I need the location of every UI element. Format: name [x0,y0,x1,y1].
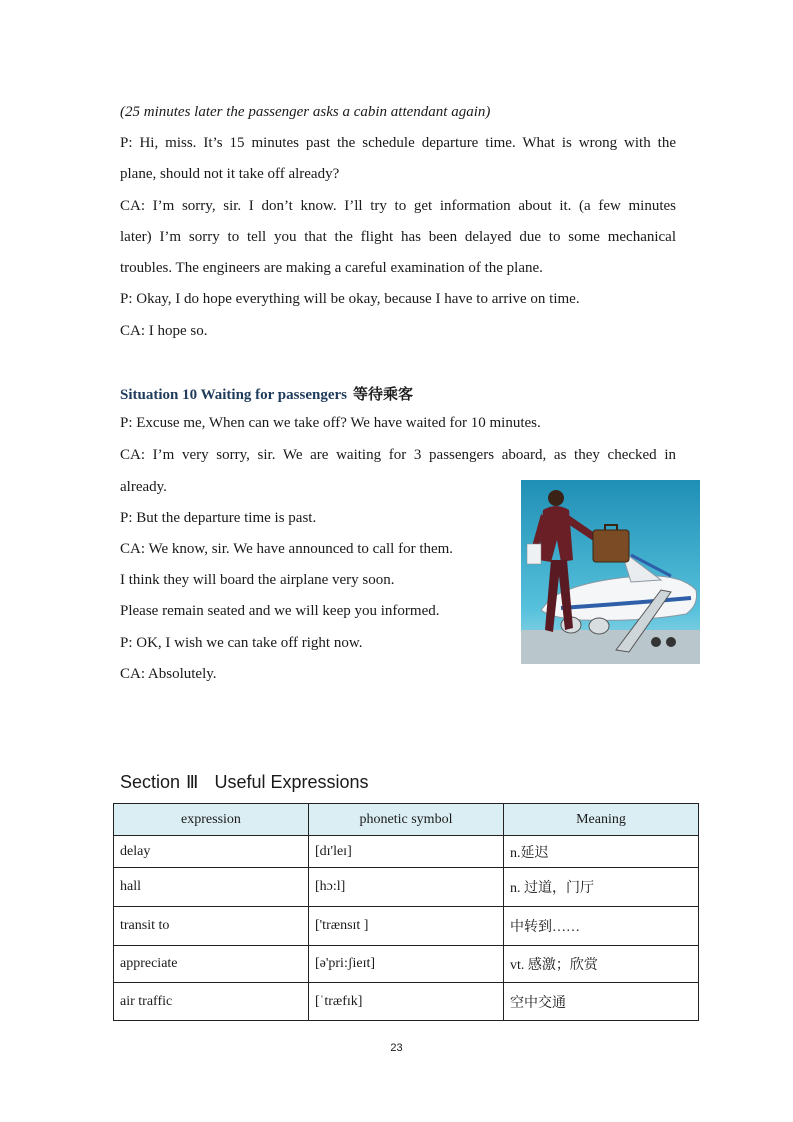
table-row [114,983,699,1021]
situation-heading [120,383,413,404]
stage-direction: (25 minutes later the passenger asks a cabin attendant again) [120,104,491,120]
dialogue-line: P: Hi, miss. It’s 15 minutes past the schedule departure time. What is wrong with the [120,135,676,151]
cell-phonetic: [dɪ'leɪ] [309,836,504,868]
table-row [114,836,699,868]
table-row [114,907,699,946]
table-header-row [114,804,699,836]
dialogue-line: already. [120,479,167,495]
dialogue-line: P: OK, I wish we can take off right now. [120,635,363,651]
section-title [120,772,369,793]
cell-meaning: 中转到…… [504,907,699,946]
cell-meaning: n. 过道，门厅 [504,868,699,907]
businessman-running-to-airplane-illustration [521,480,700,664]
dialogue-line: CA: Absolutely. [120,666,217,682]
cell-meaning: n.延迟 [504,836,699,868]
dialogue-line: later) I’m sorry to tell you that the flight has been delayed due to some mechanical [120,229,676,245]
dialogue-line: P: Excuse me, When can we take off? We have waited for 10 minutes. [120,415,541,431]
cell-meaning: vt. 感激；欣赏 [504,946,699,983]
cell-expression: appreciate [114,946,309,983]
vocabulary-table [113,803,699,1021]
cell-meaning: 空中交通 [504,983,699,1021]
cell-expression: hall [114,868,309,907]
dialogue-line: Please remain seated and we will keep you informed. [120,603,440,619]
dialogue-line: P: Okay, I do hope everything will be okay, because I have to arrive on time. [120,291,580,307]
cell-phonetic: [ə'pri:ʃieɪt] [309,946,504,983]
section-name: Useful Expressions [214,772,369,792]
cell-expression: air traffic [114,983,309,1021]
dialogue-line: plane, should not it take off already? [120,166,340,182]
illustration-svg [521,480,700,664]
dialogue-line: CA: I hope so. [120,323,208,339]
dialogue-line: troubles. The engineers are making a careful examination of the plane. [120,260,543,276]
table-row [114,946,699,983]
section-label: Section [120,772,181,792]
dialogue-line: CA: I’m sorry, sir. I don’t know. I’ll try to get information about it. (a few minutes [120,198,676,214]
column-header-expression: expression [114,804,309,836]
situation-title-cn: 等待乘客 [352,387,413,403]
dialogue-line: CA: I’m very sorry, sir. We are waiting for 3 passengers aboard, as they checked in [120,447,676,463]
column-header-meaning: Meaning [504,804,699,836]
page-number: 23 [390,1042,403,1054]
cell-expression: delay [114,836,309,868]
dialogue-line: P: But the departure time is past. [120,510,317,526]
cell-phonetic: [ˈtræfɪk] [309,983,504,1021]
section-number: Ⅲ [186,772,199,792]
cell-phonetic: ['trænsɪt ] [309,907,504,946]
cell-phonetic: [hɔ:l] [309,868,504,907]
table-row [114,868,699,907]
dialogue-line: CA: We know, sir. We have announced to call for them. [120,541,454,557]
dialogue-line: I think they will board the airplane very soon. [120,572,395,588]
column-header-phonetic: phonetic symbol [309,804,504,836]
cell-expression: transit to [114,907,309,946]
situation-title: Situation 10 Waiting for passengers [120,387,347,403]
